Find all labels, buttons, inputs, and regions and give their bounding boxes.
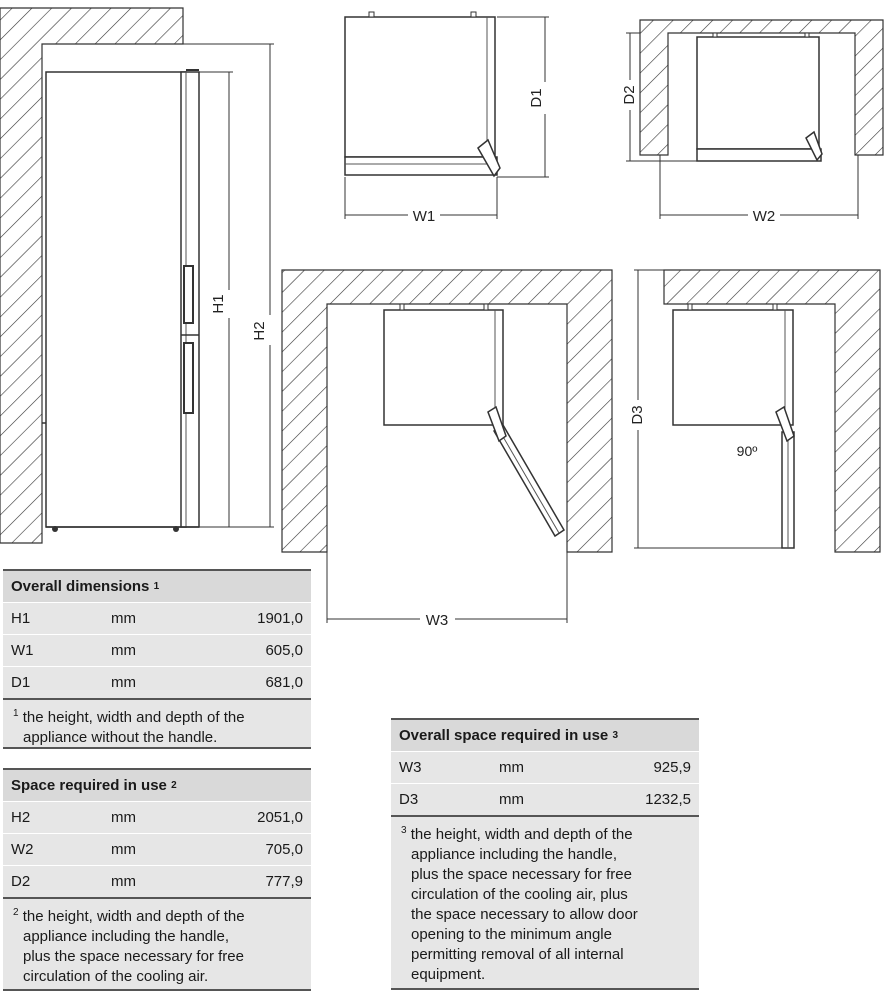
h2-label: H2 <box>251 321 268 341</box>
table-row: W2 mm 705,0 <box>3 833 311 865</box>
overall-space-title: Overall space required in use 3 <box>391 718 699 751</box>
table-row: H1 mm 1901,0 <box>3 602 311 634</box>
fridge-body-niche <box>697 37 819 149</box>
space-required-table <box>3 768 311 991</box>
door-open-view-w3 <box>282 270 612 629</box>
fridge-body-d3 <box>673 310 793 425</box>
lower-handle-side <box>184 343 193 413</box>
overall-space-footnote: $^3$ the height, width and depth of the appliance including the handle, plus the space necessary for free circulation of the cooling air, plus the space necessary to allow door opening to the minimum angle permitting removal of all internal equipment. <box>391 815 699 990</box>
space-required-footnote: $^2$ the height, width and depth of the appliance including the handle, plus the space necessary for free circulation of the cooling air. <box>3 897 311 991</box>
fridge-body-side <box>46 72 186 527</box>
side-view <box>0 8 274 543</box>
d3-label: D3 <box>629 405 646 425</box>
overall-dimensions-footnote: $^1$ the height, width and depth of the appliance without the handle. <box>3 698 311 749</box>
space-required-title: Space required in use 2 <box>3 768 311 801</box>
fridge-door-top <box>345 157 497 175</box>
door-open-view-d3 <box>629 270 880 552</box>
table-row: W3 mm 925,9 <box>391 751 699 783</box>
overall-space-table <box>391 718 699 990</box>
fridge-body-w3 <box>384 310 503 425</box>
table-row: D3 mm 1232,5 <box>391 783 699 815</box>
w3-label: W3 <box>425 612 449 629</box>
top-view-w1-d1 <box>345 12 549 225</box>
table-row: D2 mm 777,9 <box>3 865 311 897</box>
w2-label: W2 <box>752 208 776 225</box>
table-row: D1 mm 681,0 <box>3 666 311 698</box>
table-row: W1 mm 605,0 <box>3 634 311 666</box>
overall-dimensions-title: Overall dimensions 1 <box>3 569 311 602</box>
d1-label: D1 <box>528 88 545 108</box>
h1-label: H1 <box>210 294 227 314</box>
niche-view-w2-d2 <box>621 20 883 225</box>
upper-handle-side <box>184 266 193 323</box>
table-row: H2 mm 2051,0 <box>3 801 311 833</box>
angle-label: 90º <box>736 443 758 459</box>
w1-label: W1 <box>412 208 436 225</box>
d2-label: D2 <box>621 85 638 105</box>
fridge-body-top <box>345 17 495 157</box>
overall-dimensions-table <box>3 569 311 749</box>
